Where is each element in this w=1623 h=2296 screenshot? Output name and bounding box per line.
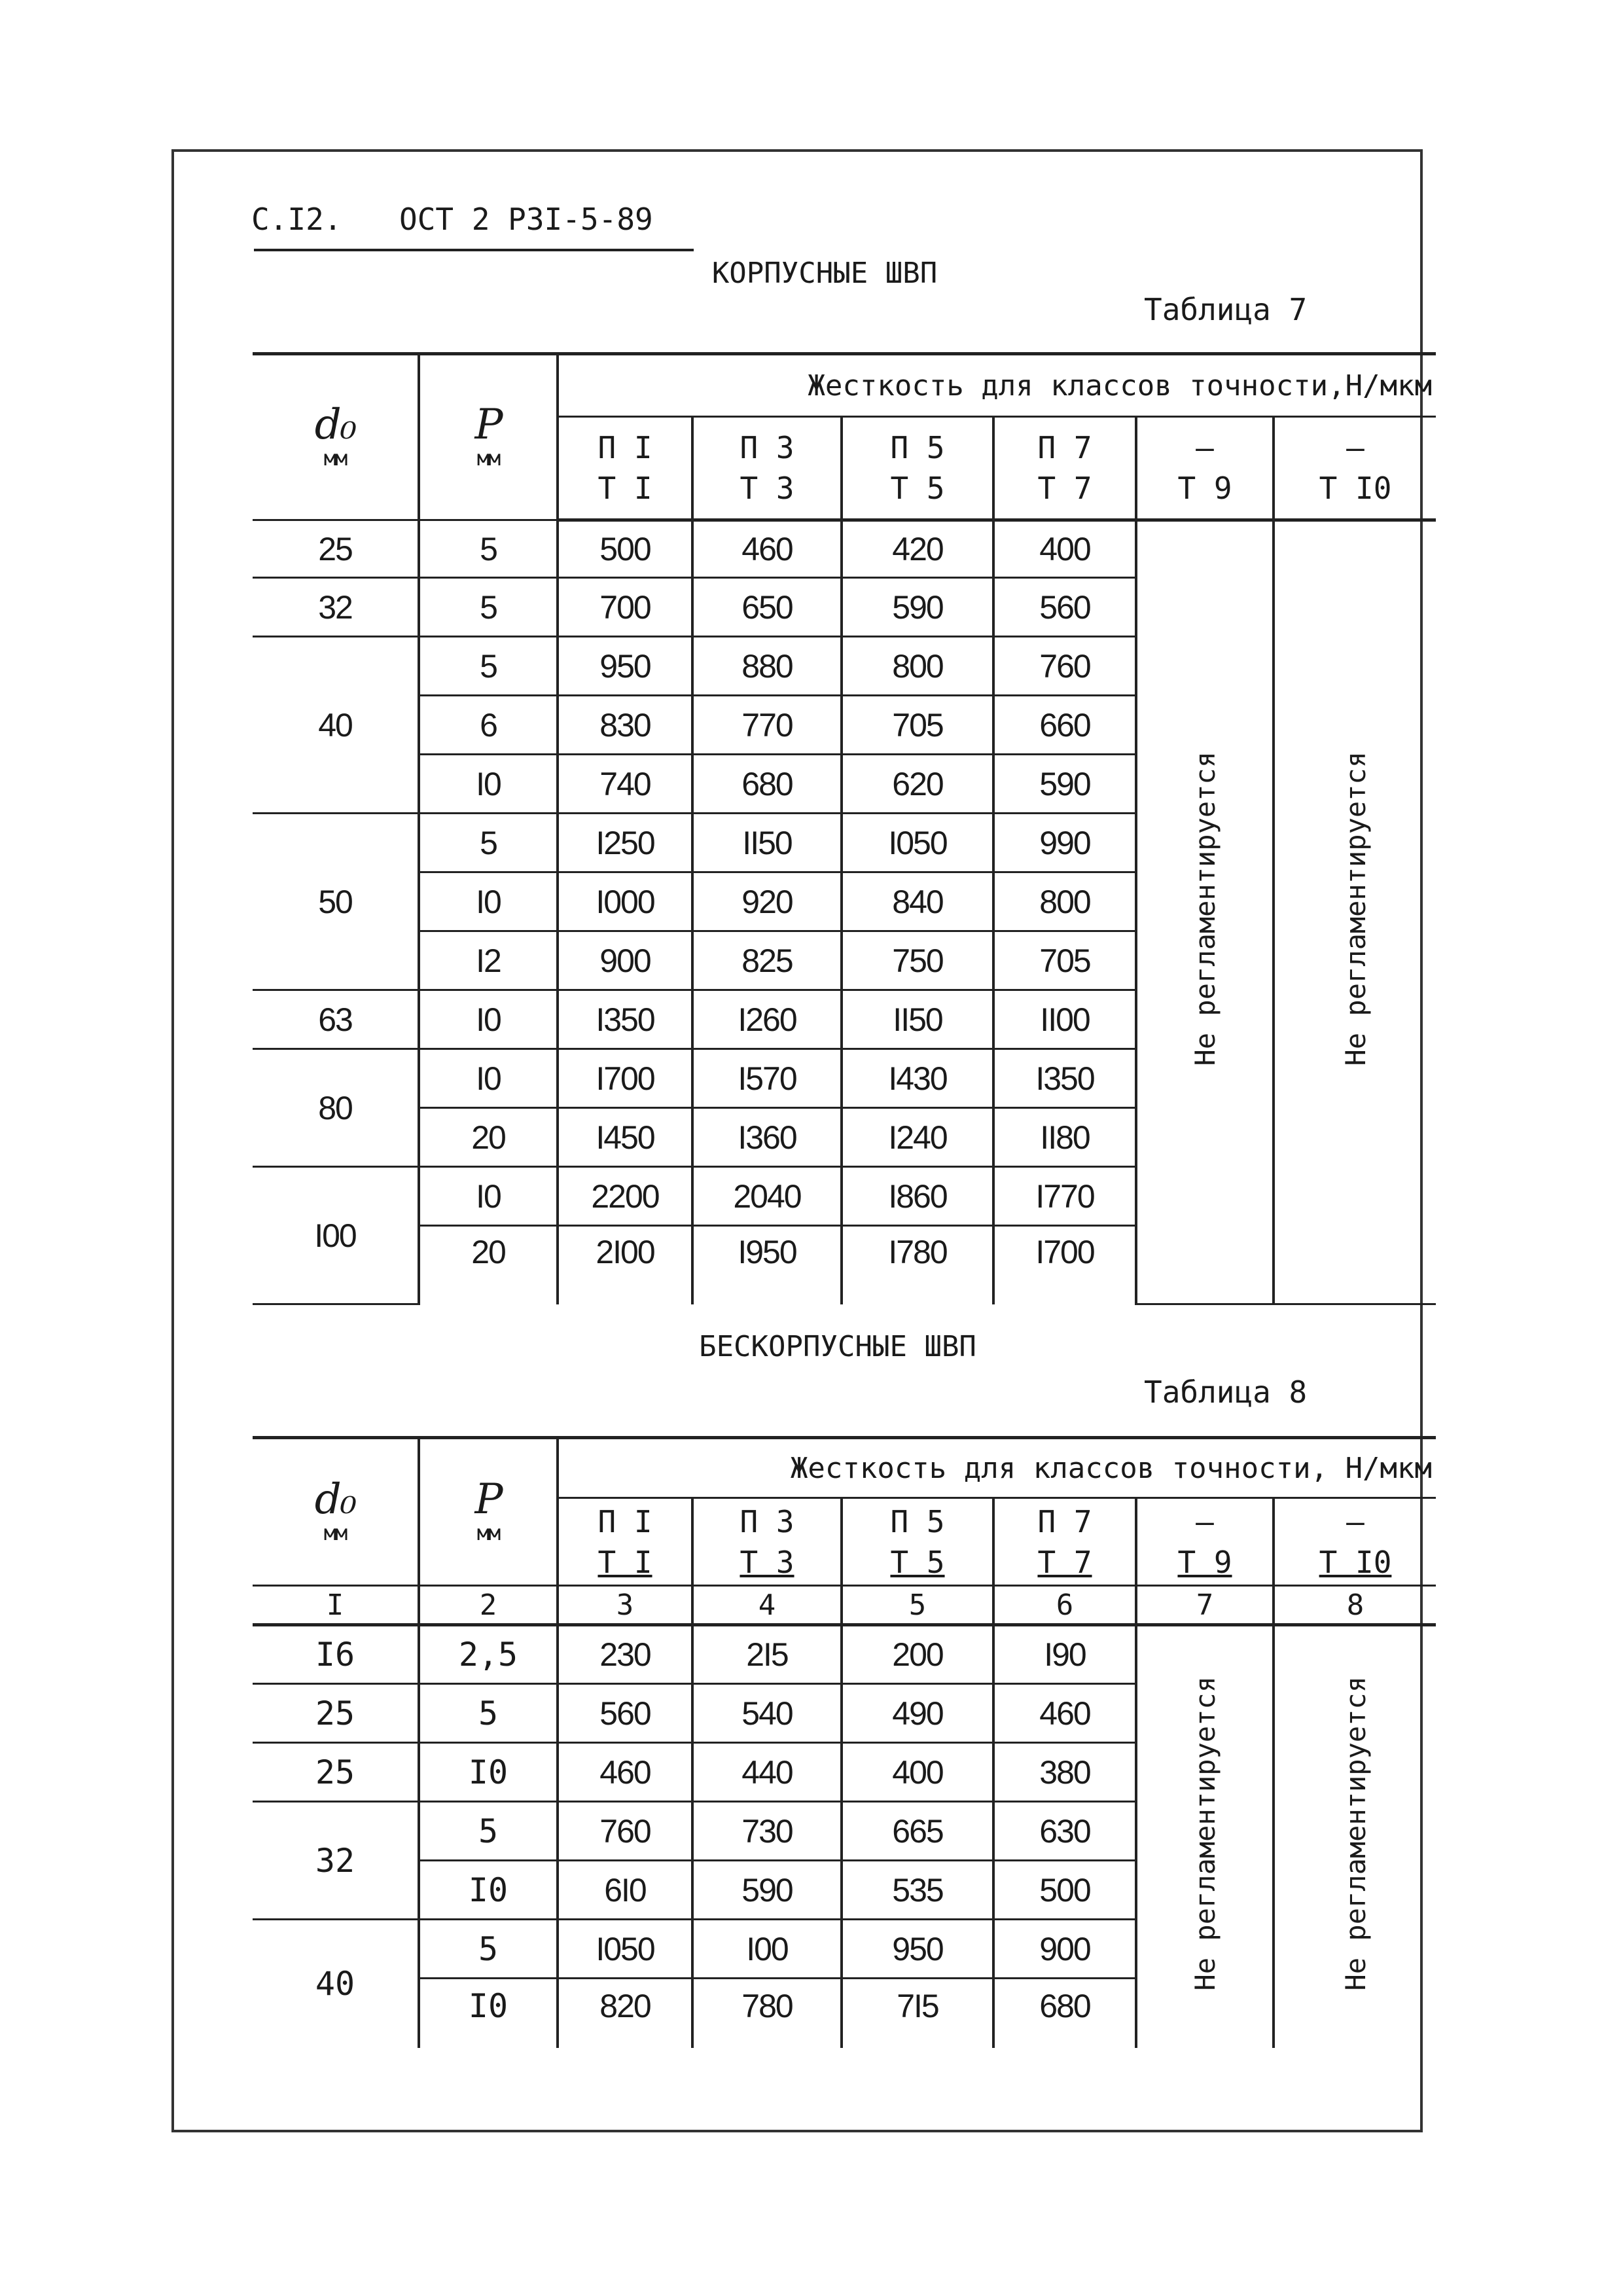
cell-p: 5 xyxy=(419,814,558,872)
cell-p: 5 xyxy=(419,637,558,696)
cell-value: 700 xyxy=(558,578,692,637)
p-unit: мм xyxy=(476,446,500,471)
cell-p: I0 xyxy=(419,990,558,1049)
class-top: – xyxy=(1196,1503,1214,1539)
column-number: 7 xyxy=(1136,1586,1274,1625)
table7-col-d0-header xyxy=(253,354,419,520)
cell-value: I770 xyxy=(993,1167,1136,1226)
cell-value: I250 xyxy=(558,814,692,872)
cell-value: 2200 xyxy=(558,1167,692,1226)
class-bottom: Т I0 xyxy=(1319,1544,1392,1580)
not-regulated-text: Не регламентируется xyxy=(1339,751,1372,1066)
cell-value: 760 xyxy=(558,1802,692,1861)
cell-value: I260 xyxy=(692,990,842,1049)
cell-value: 825 xyxy=(692,931,842,990)
cell-value: 400 xyxy=(842,1743,993,1802)
cell-d0: 32 xyxy=(253,1802,419,1920)
cell-p: 6 xyxy=(419,696,558,755)
cell-value: 660 xyxy=(993,696,1136,755)
cell-value: I450 xyxy=(558,1108,692,1167)
cell-value: 500 xyxy=(558,520,692,578)
cell-d0: 25 xyxy=(253,1684,419,1743)
class-top: – xyxy=(1196,430,1214,465)
cell-value: I050 xyxy=(842,814,993,872)
cell-value: 820 xyxy=(558,1979,692,2048)
cell-p: I0 xyxy=(419,1861,558,1920)
class-top: П 7 xyxy=(1037,1503,1092,1539)
p-symbol: P xyxy=(474,401,502,449)
cell-value: 540 xyxy=(692,1684,842,1743)
cell-value: I350 xyxy=(993,1049,1136,1108)
cell-value: I350 xyxy=(558,990,692,1049)
cell-value: 590 xyxy=(842,578,993,637)
class-bottom: Т 9 xyxy=(1177,1544,1232,1580)
d0-unit: мм xyxy=(323,446,347,471)
column-number: 8 xyxy=(1274,1586,1436,1625)
cell-value: 560 xyxy=(558,1684,692,1743)
column-number: I xyxy=(253,1586,419,1625)
class-bottom: Т 5 xyxy=(890,1544,945,1580)
cell-value: 900 xyxy=(993,1920,1136,1979)
cell-value: 950 xyxy=(842,1920,993,1979)
cell-value: I780 xyxy=(842,1226,993,1304)
column-number: 5 xyxy=(842,1586,993,1625)
cell-value: 990 xyxy=(993,814,1136,872)
cell-value: 650 xyxy=(692,578,842,637)
cell-value: 950 xyxy=(558,637,692,696)
table7-not-regulated-t10 xyxy=(1274,520,1436,1304)
cell-value: 705 xyxy=(842,696,993,755)
cell-value: 800 xyxy=(993,872,1136,931)
table-row xyxy=(253,520,1436,578)
cell-value: 680 xyxy=(692,755,842,814)
cell-p: I0 xyxy=(419,1979,558,2048)
cell-value: 680 xyxy=(993,1979,1136,2048)
class-top: – xyxy=(1346,430,1364,465)
class-top: – xyxy=(1346,1503,1364,1539)
column-number: 6 xyxy=(993,1586,1136,1625)
table8-section-title: БЕСКОРПУСНЫЕ ШВП xyxy=(699,1330,976,1363)
cell-d0: 32 xyxy=(253,578,419,637)
class-bottom: Т 7 xyxy=(1037,471,1092,506)
d0-symbol: d₀ xyxy=(314,1475,356,1524)
column-number: 2 xyxy=(419,1586,558,1625)
cell-value: II80 xyxy=(993,1108,1136,1167)
cell-value: 740 xyxy=(558,755,692,814)
cell-value: I000 xyxy=(558,872,692,931)
cell-value: 830 xyxy=(558,696,692,755)
cell-p: I0 xyxy=(419,755,558,814)
cell-value: 880 xyxy=(692,637,842,696)
table7-group-title: Жесткость для классов точности,Н/мкм xyxy=(558,354,1436,417)
cell-d0: 25 xyxy=(253,1743,419,1802)
cell-p: I0 xyxy=(419,872,558,931)
column-number: 4 xyxy=(692,1586,842,1625)
cell-value: I860 xyxy=(842,1167,993,1226)
cell-p: 20 xyxy=(419,1108,558,1167)
cell-value: 920 xyxy=(692,872,842,931)
cell-value: 730 xyxy=(692,1802,842,1861)
class-top: П 7 xyxy=(1037,430,1092,465)
table7-class-1 xyxy=(558,417,692,520)
table8-col-p-header xyxy=(419,1438,558,1586)
cell-value: 420 xyxy=(842,520,993,578)
cell-p: I0 xyxy=(419,1049,558,1108)
cell-value: 2I5 xyxy=(692,1625,842,1684)
class-top: П I xyxy=(597,430,652,465)
table7-class-5 xyxy=(842,417,993,520)
p-unit: мм xyxy=(476,1520,500,1545)
class-bottom: Т I xyxy=(597,1544,652,1580)
cell-value: I430 xyxy=(842,1049,993,1108)
cell-value: I90 xyxy=(993,1625,1136,1684)
cell-value: 800 xyxy=(842,637,993,696)
cell-d0: 80 xyxy=(253,1049,419,1167)
table8-col-d0-header xyxy=(253,1438,419,1586)
not-regulated-text: Не регламентируется xyxy=(1188,1676,1221,1990)
d0-unit: мм xyxy=(323,1520,347,1545)
cell-value: 2040 xyxy=(692,1167,842,1226)
cell-value: I570 xyxy=(692,1049,842,1108)
class-bottom: Т 3 xyxy=(740,471,794,506)
cell-value: 665 xyxy=(842,1802,993,1861)
cell-value: 380 xyxy=(993,1743,1136,1802)
cell-value: 500 xyxy=(993,1861,1136,1920)
table8-class-7 xyxy=(993,1498,1136,1586)
table8-column-numbers xyxy=(253,1586,1436,1625)
cell-d0: 50 xyxy=(253,814,419,990)
cell-value: 230 xyxy=(558,1625,692,1684)
table7-class-7 xyxy=(993,417,1136,520)
class-top: П 3 xyxy=(740,1503,794,1539)
table8-group-title: Жесткость для классов точности, Н/мкм xyxy=(558,1438,1436,1498)
cell-value: I700 xyxy=(993,1226,1136,1304)
cell-value: I00 xyxy=(692,1920,842,1979)
table7-class-10 xyxy=(1274,417,1436,520)
cell-value: I360 xyxy=(692,1108,842,1167)
table8-label: Таблица 8 xyxy=(1144,1374,1308,1410)
cell-value: 6I0 xyxy=(558,1861,692,1920)
not-regulated-text: Не регламентируется xyxy=(1188,751,1221,1066)
class-top: П 5 xyxy=(890,1503,945,1539)
d0-symbol: d₀ xyxy=(314,401,356,449)
not-regulated-text: Не регламентируется xyxy=(1339,1676,1372,1990)
cell-value: 620 xyxy=(842,755,993,814)
cell-value: 460 xyxy=(692,520,842,578)
cell-value: 440 xyxy=(692,1743,842,1802)
cell-value: 560 xyxy=(993,578,1136,637)
table8-not-regulated-t9 xyxy=(1136,1625,1274,2048)
cell-d0: 25 xyxy=(253,520,419,578)
table7-class-9 xyxy=(1136,417,1274,520)
page-number: С.I2. xyxy=(251,202,342,237)
cell-p: 5 xyxy=(419,1802,558,1861)
cell-value: 630 xyxy=(993,1802,1136,1861)
table7-class-3 xyxy=(692,417,842,520)
cell-value: 900 xyxy=(558,931,692,990)
cell-d0: I6 xyxy=(253,1625,419,1684)
table7-not-regulated-t9 xyxy=(1136,520,1274,1304)
cell-value: II50 xyxy=(842,990,993,1049)
document-code: ОСТ 2 РЗI-5-89 xyxy=(399,202,653,237)
cell-value: 200 xyxy=(842,1625,993,1684)
table8-not-regulated-t10 xyxy=(1274,1625,1436,2048)
cell-p: I0 xyxy=(419,1167,558,1226)
class-bottom: Т I xyxy=(597,471,652,506)
cell-d0: 63 xyxy=(253,990,419,1049)
table8-class-10 xyxy=(1274,1498,1436,1586)
cell-value: 590 xyxy=(692,1861,842,1920)
cell-value: II00 xyxy=(993,990,1136,1049)
cell-d0: 40 xyxy=(253,637,419,814)
cell-p: 5 xyxy=(419,578,558,637)
cell-value: 590 xyxy=(993,755,1136,814)
p-symbol: P xyxy=(474,1475,502,1524)
class-bottom: Т 7 xyxy=(1037,1544,1092,1580)
class-bottom: Т 9 xyxy=(1177,471,1232,506)
cell-value: 780 xyxy=(692,1979,842,2048)
cell-value: 840 xyxy=(842,872,993,931)
cell-value: 400 xyxy=(993,520,1136,578)
table8-class-1 xyxy=(558,1498,692,1586)
cell-p: I0 xyxy=(419,1743,558,1802)
cell-value: I700 xyxy=(558,1049,692,1108)
table8-class-3 xyxy=(692,1498,842,1586)
class-bottom: Т I0 xyxy=(1319,471,1392,506)
class-bottom: Т 3 xyxy=(740,1544,794,1580)
cell-d0: I00 xyxy=(253,1167,419,1304)
table8-class-5 xyxy=(842,1498,993,1586)
class-top: П 3 xyxy=(740,430,794,465)
table7 xyxy=(253,352,1436,1305)
cell-d0: 40 xyxy=(253,1920,419,2048)
table-row xyxy=(253,1625,1436,1684)
cell-p: 5 xyxy=(419,520,558,578)
cell-p: 2,5 xyxy=(419,1625,558,1684)
cell-value: I240 xyxy=(842,1108,993,1167)
cell-p: 5 xyxy=(419,1920,558,1979)
cell-value: II50 xyxy=(692,814,842,872)
cell-value: 535 xyxy=(842,1861,993,1920)
table7-section-title: КОРПУСНЫЕ ШВП xyxy=(711,257,938,290)
cell-value: 490 xyxy=(842,1684,993,1743)
cell-value: I950 xyxy=(692,1226,842,1304)
class-bottom: Т 5 xyxy=(890,471,945,506)
column-number: 3 xyxy=(558,1586,692,1625)
cell-value: 770 xyxy=(692,696,842,755)
header-underline xyxy=(254,249,694,251)
cell-p: 5 xyxy=(419,1684,558,1743)
cell-p: 20 xyxy=(419,1226,558,1304)
cell-value: 7I5 xyxy=(842,1979,993,2048)
table8 xyxy=(253,1436,1436,2048)
cell-value: 460 xyxy=(558,1743,692,1802)
table8-class-9 xyxy=(1136,1498,1274,1586)
table7-label: Таблица 7 xyxy=(1144,292,1308,327)
class-top: П 5 xyxy=(890,430,945,465)
cell-p: I2 xyxy=(419,931,558,990)
cell-value: 2I00 xyxy=(558,1226,692,1304)
class-top: П I xyxy=(597,1503,652,1539)
cell-value: I050 xyxy=(558,1920,692,1979)
cell-value: 750 xyxy=(842,931,993,990)
cell-value: 460 xyxy=(993,1684,1136,1743)
table7-col-p-header xyxy=(419,354,558,520)
cell-value: 760 xyxy=(993,637,1136,696)
cell-value: 705 xyxy=(993,931,1136,990)
